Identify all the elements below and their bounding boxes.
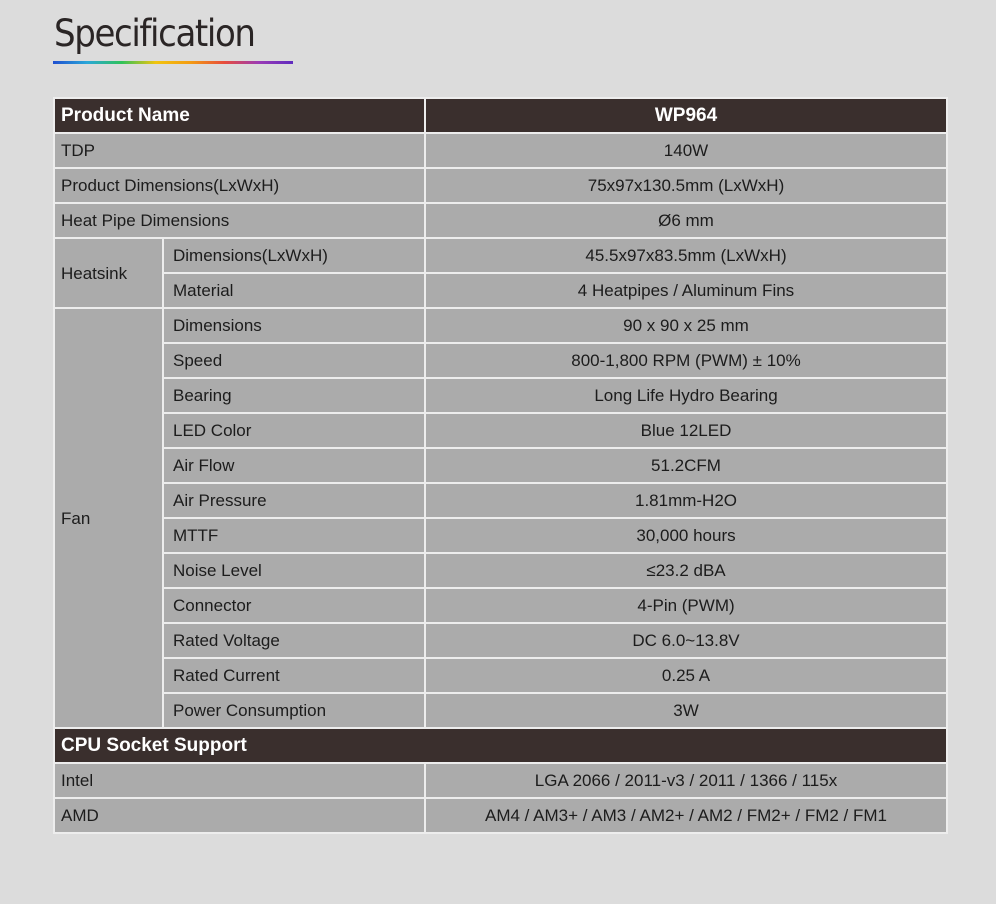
row-label: Rated Current (163, 658, 425, 693)
row-label: Bearing (163, 378, 425, 413)
header-label: Product Name (54, 98, 425, 133)
row-value: 4 Heatpipes / Aluminum Fins (425, 273, 947, 308)
table-row (54, 693, 947, 728)
table-row (54, 343, 947, 378)
row-value: 30,000 hours (425, 518, 947, 553)
group-label-heatsink: Heatsink (54, 238, 163, 308)
section-header-row (54, 728, 947, 763)
row-value: 45.5x97x83.5mm (LxWxH) (425, 238, 947, 273)
row-label: Air Pressure (163, 483, 425, 518)
row-label: Rated Voltage (163, 623, 425, 658)
row-label: Product Dimensions(LxWxH) (54, 168, 425, 203)
row-value: LGA 2066 / 2011-v3 / 2011 / 1366 / 115x (425, 763, 947, 798)
row-label: Connector (163, 588, 425, 623)
row-value: ≤23.2 dBA (425, 553, 947, 588)
table-row (54, 798, 947, 833)
table-row (54, 168, 947, 203)
row-label: AMD (54, 798, 425, 833)
table-row (54, 763, 947, 798)
row-label: Air Flow (163, 448, 425, 483)
row-value: Long Life Hydro Bearing (425, 378, 947, 413)
table-row (54, 588, 947, 623)
table-row (54, 133, 947, 168)
row-label: Dimensions (163, 308, 425, 343)
row-label: Dimensions(LxWxH) (163, 238, 425, 273)
table-row (54, 378, 947, 413)
row-value: DC 6.0~13.8V (425, 623, 947, 658)
section-title: CPU Socket Support (54, 728, 947, 763)
row-value: 51.2CFM (425, 448, 947, 483)
row-value: 4-Pin (PWM) (425, 588, 947, 623)
row-label: MTTF (163, 518, 425, 553)
row-label: TDP (54, 133, 425, 168)
row-value: 90 x 90 x 25 mm (425, 308, 947, 343)
table-header-row (54, 98, 947, 133)
row-value: 0.25 A (425, 658, 947, 693)
row-label: Heat Pipe Dimensions (54, 203, 425, 238)
table-row (54, 623, 947, 658)
row-value: 140W (425, 133, 947, 168)
page-title: Specification (54, 12, 255, 55)
row-value: 800-1,800 RPM (PWM) ± 10% (425, 343, 947, 378)
table-row (54, 483, 947, 518)
table-row (54, 553, 947, 588)
table-row (54, 413, 947, 448)
row-value: Blue 12LED (425, 413, 947, 448)
row-value: 1.81mm-H2O (425, 483, 947, 518)
row-value: AM4 / AM3+ / AM3 / AM2+ / AM2 / FM2+ / FM2 / FM1 (425, 798, 947, 833)
row-value: 3W (425, 693, 947, 728)
table-row (54, 203, 947, 238)
row-label: Power Consumption (163, 693, 425, 728)
table-row (54, 448, 947, 483)
table-row (54, 658, 947, 693)
row-label: Material (163, 273, 425, 308)
table-row (54, 273, 947, 308)
table-row (54, 308, 947, 343)
title-underline (53, 61, 293, 64)
row-label: Speed (163, 343, 425, 378)
row-value: 75x97x130.5mm (LxWxH) (425, 168, 947, 203)
row-label: Intel (54, 763, 425, 798)
table-row (54, 518, 947, 553)
header-model: WP964 (425, 98, 947, 133)
row-label: Noise Level (163, 553, 425, 588)
row-value: Ø6 mm (425, 203, 947, 238)
row-label: LED Color (163, 413, 425, 448)
group-label-fan: Fan (54, 308, 163, 728)
table-row (54, 238, 947, 273)
spec-table (53, 97, 948, 834)
